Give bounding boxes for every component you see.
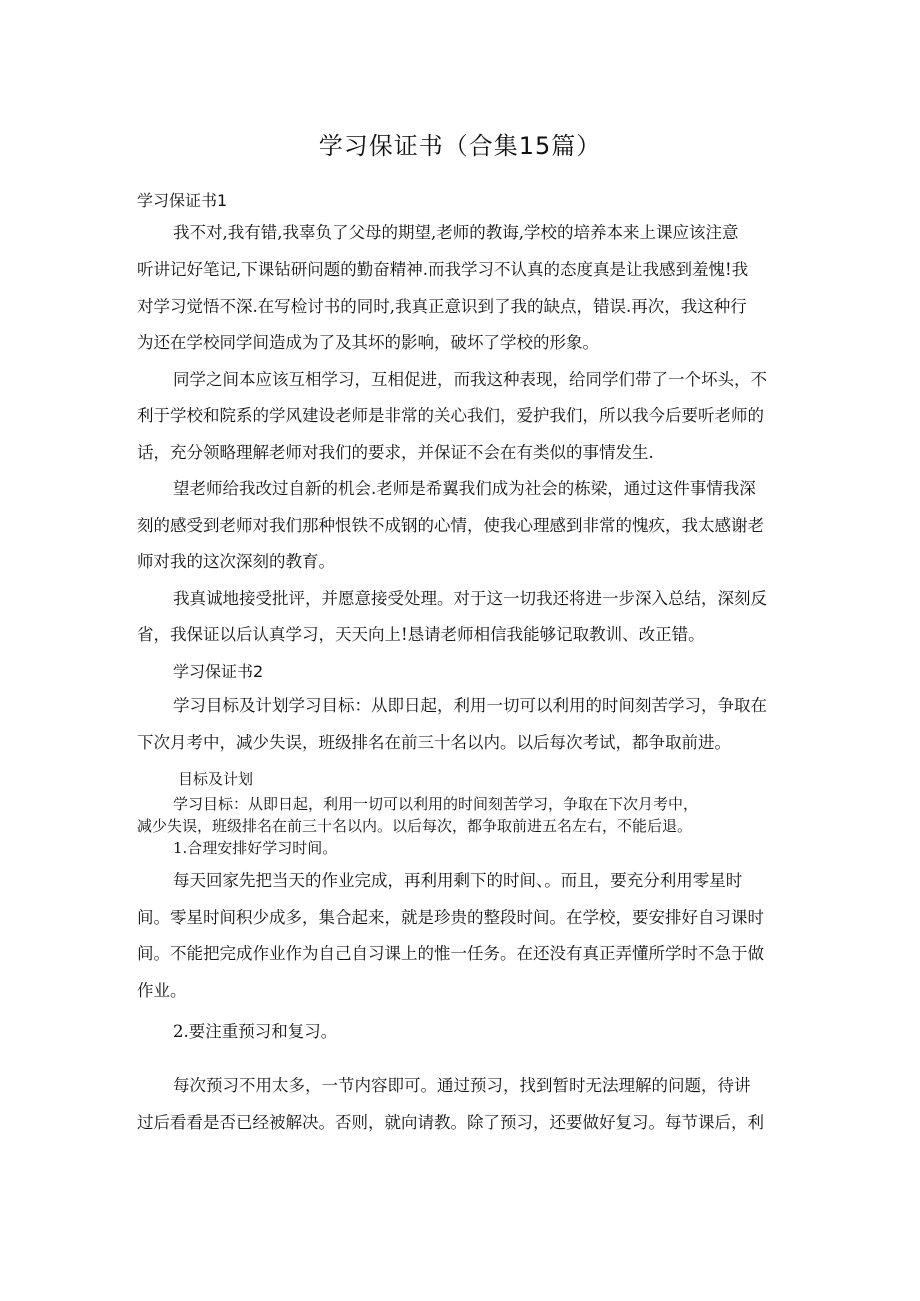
subheading: 目标及计划 bbox=[178, 770, 254, 788]
paragraph-line: 同学之间本应该互相学习，互相促进，而我这种表现，给同学们带了一个坏头，不 bbox=[173, 370, 767, 389]
paragraph-line: 望老师给我改过自新的机会.老师是希翼我们成为社会的栋梁，通过这件事情我深 bbox=[173, 479, 756, 498]
list-item: 2.要注重预习和复习。 bbox=[173, 1022, 338, 1041]
section-heading-1: 学习保证书1 bbox=[137, 191, 228, 210]
paragraph-line: 学习目标：从即日起，利用一切可以利用的时间刻苦学习，争取在下次月考中， bbox=[173, 795, 699, 813]
paragraph-line: 话，充分领略理解老师对我们的要求，并保证不会在有类似的事情发生. bbox=[137, 443, 654, 462]
paragraph-line: 利于学校和院系的学风建设老师是非常的关心我们，爱护我们，所以我今后要听老师的 bbox=[137, 406, 764, 425]
paragraph-line: 减少失误，班级排名在前三十名以内。以后每次，都争取前进五名左右，不能后退。 bbox=[137, 817, 693, 835]
paragraph-line: 学习目标及计划学习目标：从即日起，利用一切可以利用的时间刻苦学习，争取在 bbox=[173, 696, 767, 715]
paragraph-line: 作业。 bbox=[137, 981, 187, 1000]
paragraph-line: 刻的感受到老师对我们那种恨铁不成钢的心情，使我心理感到非常的愧疚，我太感谢老 bbox=[137, 516, 764, 535]
section-heading-2: 学习保证书2 bbox=[173, 662, 264, 681]
paragraph-line: 听讲记好笔记,下课钻研问题的勤奋精神.而我学习不认真的态度真是让我感到羞愧!我 bbox=[137, 260, 749, 279]
paragraph-line: 过后看看是否已经被解决。否则，就向请教。除了预习，还要做好复习。每节课后，利 bbox=[137, 1113, 764, 1132]
paragraph-line: 间。零星时间积少成多，集合起来，就是珍贵的整段时间。在学校，要安排好自习课时 bbox=[137, 908, 764, 927]
document-title: 学习保证书（合集15篇） bbox=[318, 132, 602, 160]
paragraph-line: 每天回家先把当天的作业完成，再利用剩下的时间、。而且，要充分利用零星时 bbox=[173, 871, 743, 890]
list-item: 1.合理安排好学习时间。 bbox=[173, 839, 338, 857]
paragraph-line: 省，我保证以后认真学习，天天向上!恳请老师相信我能够记取教训、改正错。 bbox=[137, 625, 705, 644]
paragraph-line: 我不对,我有错,我辜负了父母的期望,老师的教诲,学校的培养本来上课应该注意 bbox=[173, 223, 739, 242]
paragraph-line: 间。不能把完成作业作为自己自习课上的惟一任务。在还没有真正弄懂所学时不急于做 bbox=[137, 944, 764, 963]
paragraph-line: 师对我的这次深刻的教育。 bbox=[137, 552, 335, 571]
paragraph-line: 对学习觉悟不深.在写检讨书的同时,我真正意识到了我的缺点，错误.再次，我这种行 bbox=[137, 297, 747, 316]
paragraph-line: 下次月考中，减少失误，班级排名在前三十名以内。以后每次考试，都争取前进。 bbox=[137, 733, 731, 752]
paragraph-line: 为还在学校同学间造成为了及其坏的影响，破坏了学校的形象。 bbox=[137, 333, 599, 352]
paragraph-line: 每次预习不用太多，一节内容即可。通过预习，找到暂时无法理解的问题，待讲 bbox=[173, 1076, 751, 1095]
paragraph-line: 我真诚地接受批评，并愿意接受处理。对于这一切我还将进一步深入总结，深刻反 bbox=[173, 589, 767, 608]
